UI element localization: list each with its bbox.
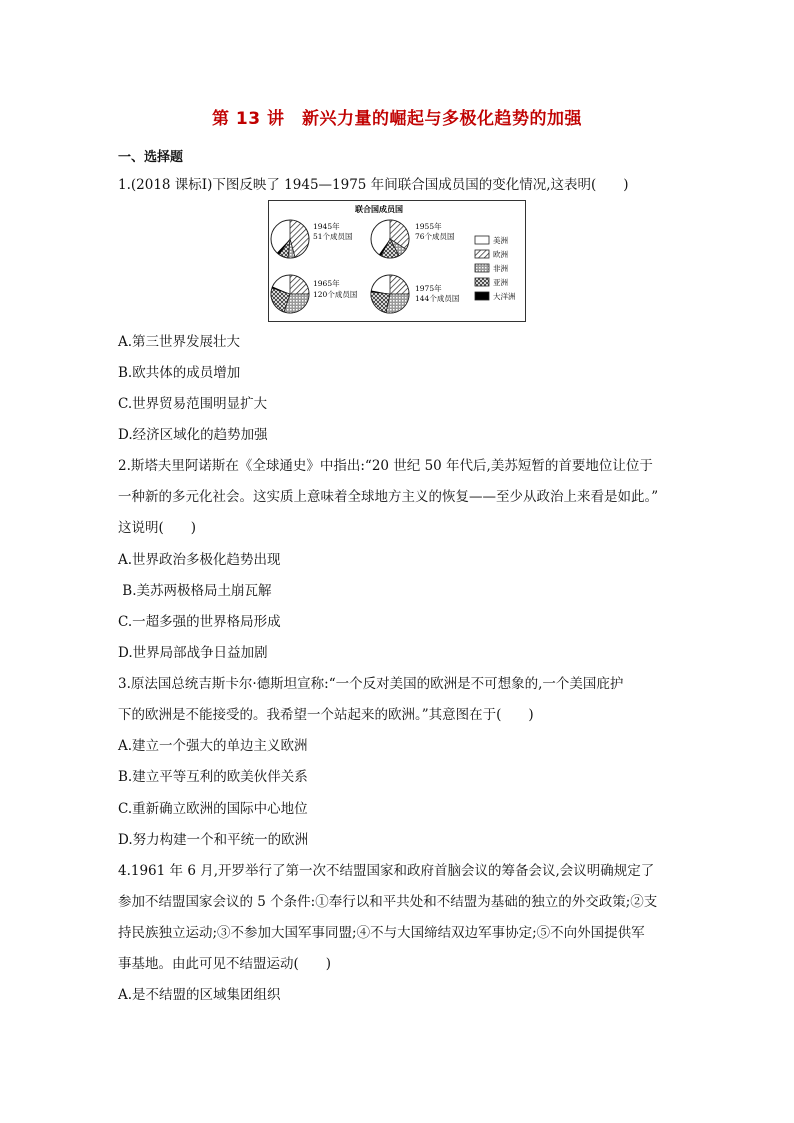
question-3-stem-line-1: 3.原法国总统吉斯卡尔·德斯坦宣称:“一个反对美国的欧洲是不可想象的,一个美国庇护 [118, 676, 624, 692]
q4-option-a[interactable]: A.是不结盟的区域集团组织 [118, 987, 281, 1003]
q2-option-a[interactable]: A.世界政治多极化趋势出现 [118, 552, 281, 568]
q1-option-c[interactable]: C.世界贸易范围明显扩大 [118, 396, 268, 412]
q1-option-a[interactable]: A.第三世界发展壮大 [118, 334, 241, 350]
legend-label-africa: 非洲 [493, 264, 508, 273]
legend-label-americas: 美洲 [493, 236, 508, 245]
question-2-stem-line-1: 2.斯塔夫里阿诺斯在《全球通史》中指出:“20 世纪 50 年代后,美苏短暂的首要地位让位于 [118, 458, 653, 474]
pie-1955-year: 1955年 [415, 222, 442, 231]
pie-1945 [271, 220, 309, 258]
section-heading: 一、选择题 [118, 150, 184, 165]
legend-swatch-oceania [475, 292, 489, 300]
question-4-stem-line-3: 持民族独立运动;③不参加大国军事同盟;④不与大国缔结双边军事协定;⑤不向外国提供军 [118, 925, 645, 941]
question-4-stem-line-2: 参加不结盟国家会议的 5 个条件:①奉行以和平共处和不结盟为基础的独立的外交政策;②支 [118, 894, 658, 910]
legend-label-europe: 欧洲 [493, 250, 508, 259]
question-4-stem-line-4: 事基地。由此可见不结盟运动( ) [118, 956, 332, 972]
pie-1975 [371, 275, 409, 313]
pie-1955 [371, 220, 409, 258]
page-title: 第 13 讲 新兴力量的崛起与多极化趋势的加强 [212, 109, 582, 129]
question-1-stem: 1.(2018 课标Ⅰ)下图反映了 1945—1975 年间联合国成员国的变化情况,这表明( ) [118, 177, 629, 193]
figure-title: 联合国成员国 [355, 204, 403, 214]
q2-option-c[interactable]: C.一超多强的世界格局形成 [118, 614, 281, 630]
q3-option-b[interactable]: B.建立平等互利的欧美伙伴关系 [118, 769, 308, 785]
pie-1955-count: 76个成员国 [415, 232, 455, 241]
question-4-stem-line-1: 4.1961 年 6 月,开罗举行了第一次不结盟国家和政府首脑会议的筹备会议,会议明确规定了 [118, 863, 655, 879]
legend-label-oceania: 大洋洲 [493, 292, 516, 301]
legend-swatch-europe [475, 250, 489, 258]
q3-option-c[interactable]: C.重新确立欧洲的国际中心地位 [118, 801, 308, 817]
q2-option-b[interactable]: B.美苏两极格局土崩瓦解 [118, 583, 272, 599]
q1-option-d[interactable]: D.经济区域化的趋势加强 [118, 427, 268, 443]
q3-option-a[interactable]: A.建立一个强大的单边主义欧洲 [118, 738, 308, 754]
pie-1965-year: 1965年 [313, 279, 340, 288]
pie-1965-count: 120个成员国 [313, 290, 358, 299]
pie-1945-count: 51个成员国 [313, 232, 353, 241]
q3-option-d[interactable]: D.努力构建一个和平统一的欧洲 [118, 832, 309, 848]
legend [475, 235, 516, 301]
pie-1965 [271, 275, 309, 313]
q2-option-d[interactable]: D.世界局部战争日益加剧 [118, 645, 268, 661]
legend-swatch-africa [475, 264, 489, 272]
question-3-stem-line-2: 下的欧洲是不能接受的。我希望一个站起来的欧洲。”其意图在于( ) [118, 707, 534, 723]
pie-1975-year: 1975年 [415, 284, 442, 293]
question-2-stem-line-2: 一种新的多元化社会。这实质上意味着全球地方主义的恢复——至少从政治上来看是如此。” [118, 489, 659, 505]
question-2-stem-line-3: 这说明( ) [118, 520, 197, 536]
legend-swatch-americas [475, 236, 489, 244]
legend-swatch-asia [475, 278, 489, 286]
un-members-figure [268, 200, 526, 322]
q1-option-b[interactable]: B.欧共体的成员增加 [118, 365, 241, 381]
legend-label-asia: 亚洲 [493, 278, 508, 287]
pie-1945-year: 1945年 [313, 222, 340, 231]
pie-1975-count: 144个成员国 [415, 294, 460, 303]
